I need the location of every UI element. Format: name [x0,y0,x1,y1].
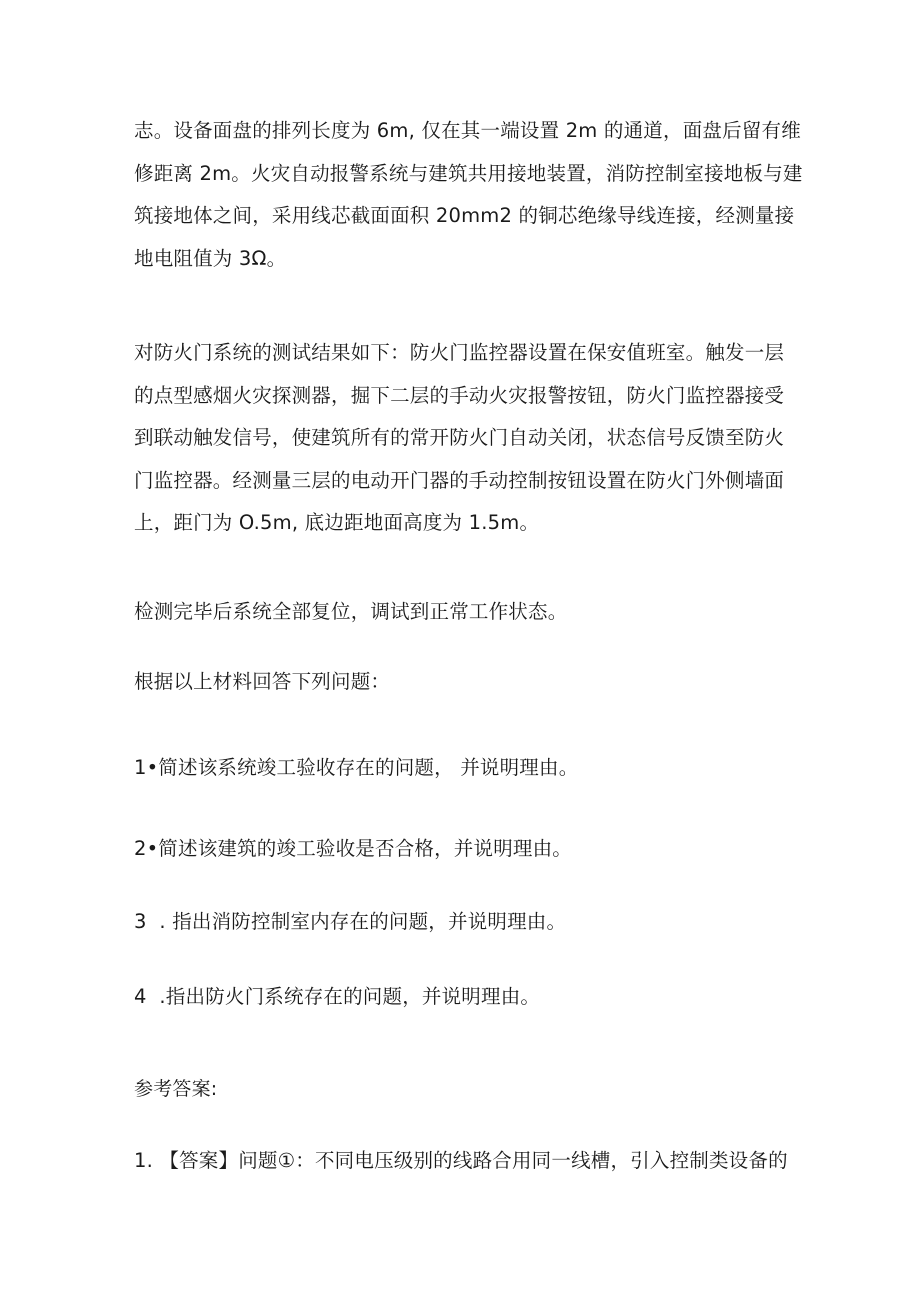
question-1: 1•简述该系统竣工验收存在的问题， 并说明理由。 [134,756,579,779]
question-3: 3 . 指出消防控制室内存在的问题，并说明理由。 [134,910,567,933]
text-line: 门监控器。经测量三层的电动开门器的手动控制按钮设置在防火门外侧墙面 [134,468,785,492]
question-2: 2•简述该建筑的竣工验收是否合格，并说明理由。 [134,837,573,860]
text-line: 到联动触发信号，使建筑所有的常开防火门自动关闭，状态信号反馈至防火 [134,426,785,450]
paragraph-fire-door-test [134,332,794,545]
text-line: 的点型感烟火灾探测器，掘下二层的手动火灾报警按钮，防火门监控器接受 [134,383,785,407]
reference-answer-heading: 参考答案: [134,1078,218,1100]
text-line: 筑接地体之间，采用线芯截面面积 20mm2 的铜芯绝缘导线连接，经测量接 [134,204,795,228]
paragraph-reset: 检测完毕后系统全部复位，调试到正常工作状态。 [134,600,568,623]
question-prompt: 根据以上材料回答下列问题： [134,670,391,693]
text-line: 上，距门为 O.5m, 底边距地面高度为 1.5m。 [134,511,540,535]
paragraph-control-room [134,110,803,280]
text-line: 地电阻值为 3Ω。 [134,246,287,270]
question-4: 4 .指出防火门系统存在的问题，并说明理由。 [134,985,541,1008]
text-line: 修距离 2m。火灾自动报警系统与建筑共用接地装置，消防控制室接地板与建 [134,161,803,185]
text-line: 志。设备面盘的排列长度为 6m, 仅在其一端设置 2m 的通道，面盘后留有维 [134,119,801,142]
text-line: 对防火门系统的测试结果如下：防火门监控器设置在保安值班室。触发一层 [134,341,785,364]
answer-1: 1. 【答案】问题①：不同电压级别的线路合用同一线槽，引入控制类设备的 [134,1149,788,1172]
